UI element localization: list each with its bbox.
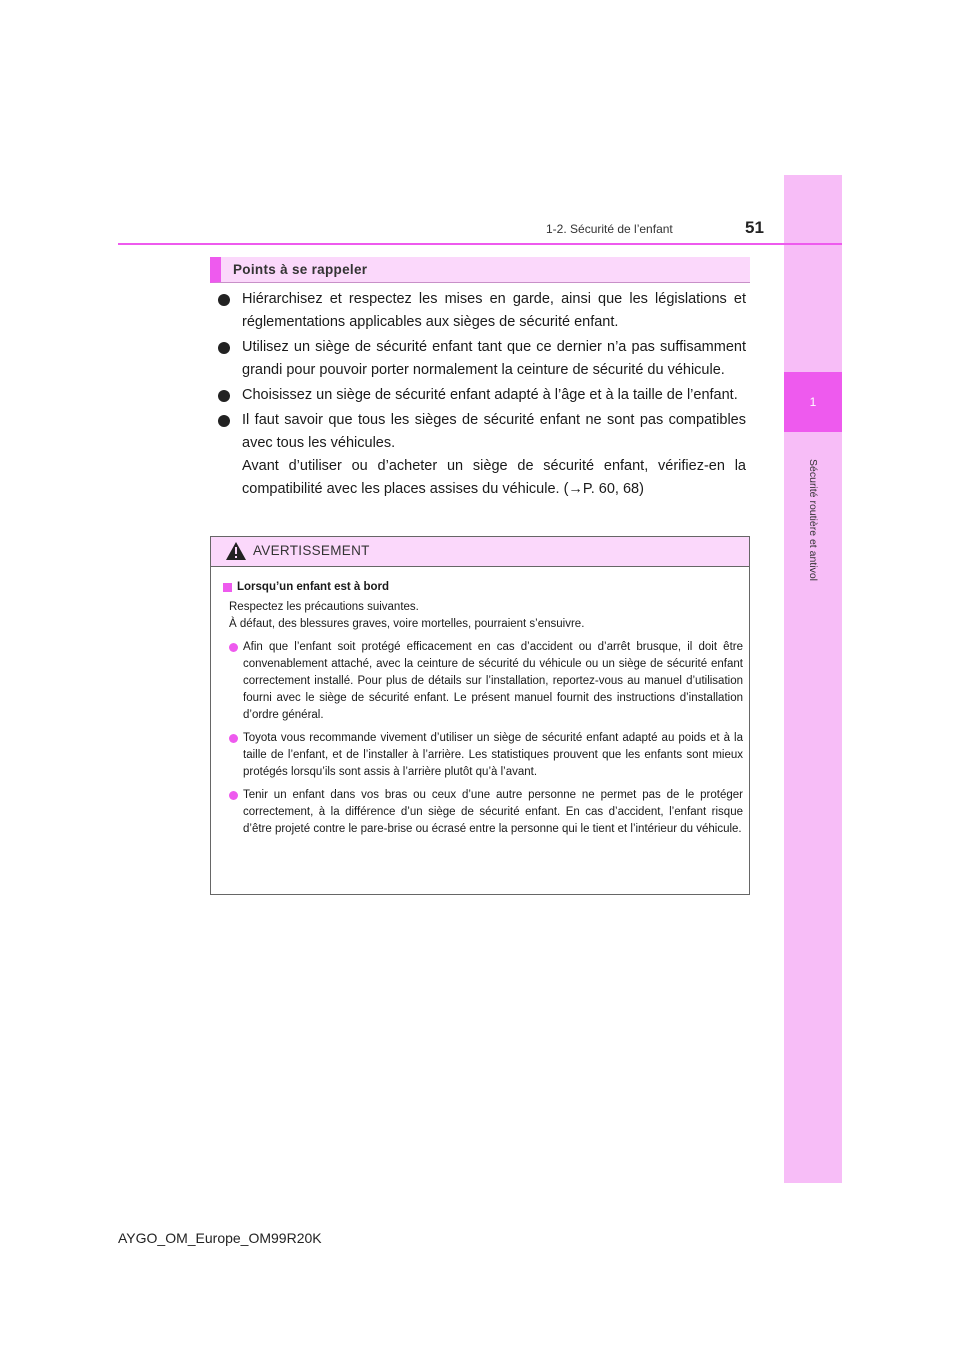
square-bullet-icon xyxy=(223,583,232,592)
list-item xyxy=(223,639,743,724)
warning-body xyxy=(223,579,743,844)
page-number: 51 xyxy=(745,218,764,237)
list-item xyxy=(223,787,743,838)
points-title: Points à se rappeler xyxy=(233,262,368,277)
subheading-text: Lorsqu’un enfant est à bord xyxy=(237,581,390,593)
chapter-title-tab xyxy=(784,440,842,600)
warning-item-text: Afin que l’enfant soit protégé efficacement en cas d’accident ou d’arrêt brusque, il doit être convenablement attaché, avec la ceinture de sécurité du véhicule ou un siège de sécurité enfant correctement installé. Pour plus de détails sur l’installation, reportez-vous au manuel d’utilisation fourni avec le siège de sécurité enfant. Le présent manuel fournit des instructions d’installation d’ordre général. xyxy=(243,641,743,721)
bullet-text: Hiérarchisez et respectez les mises en garde, ainsi que les législations et réglementations applicables aux sièges de sécurité enfant. xyxy=(242,291,746,330)
header-divider xyxy=(118,243,842,245)
intro-line: À défaut, des blessures graves, voire mortelles, pourraient s’ensuivre. xyxy=(229,618,585,630)
list-item xyxy=(223,730,743,781)
warning-triangle-icon xyxy=(225,541,247,561)
section-title: 1-2. Sécurité de l’enfant xyxy=(546,222,673,236)
warning-title: AVERTISSEMENT xyxy=(253,543,370,558)
chapter-title: Sécurité routière et antivol xyxy=(807,459,820,581)
points-list xyxy=(218,288,746,503)
bullet-text: Choisissez un siège de sécurité enfant adapté à l’âge et à la taille de l’enfant. xyxy=(242,387,738,403)
warning-list xyxy=(223,639,743,838)
bullet-icon xyxy=(218,415,230,427)
pink-bullet-icon xyxy=(229,734,238,743)
warning-intro xyxy=(223,599,743,633)
chapter-number-tab[interactable] xyxy=(784,372,842,432)
bullet-icon xyxy=(218,294,230,306)
warning-box xyxy=(210,536,750,895)
warning-item-text: Tenir un enfant dans vos bras ou ceux d’une autre personne ne permet pas de le protéger correctement, à la différence d’un siège de sécurité enfant. En cas d’accident, l’enfant risque d’être projeté contre le pare-brise ou écrasé entre la personne qui le tient et l’intérieur du véhicule. xyxy=(243,789,743,835)
list-item xyxy=(218,384,746,407)
bullet-icon xyxy=(218,342,230,354)
bullet-text: Il faut savoir que tous les sièges de sécurité enfant ne sont pas compatibles avec tous les véhicules. xyxy=(242,412,746,451)
warning-header xyxy=(211,537,749,567)
points-header-box xyxy=(210,257,750,283)
pink-bullet-icon xyxy=(229,791,238,800)
chapter-number: 1 xyxy=(809,395,817,409)
list-item xyxy=(218,288,746,334)
warning-item-text: Toyota vous recommande vivement d’utiliser un siège de sécurité enfant adapté au poids et à la taille de l’enfant, et de l’installer à l’arrière. Les statistiques prouvent que les enfants sont mieux protégés lorsqu’ils sont assis à l’arrière plutôt qu’à l’avant. xyxy=(243,732,743,778)
pink-bullet-icon xyxy=(229,643,238,652)
list-item xyxy=(218,409,746,501)
bullet-icon xyxy=(218,390,230,402)
footer-doc-code: AYGO_OM_Europe_OM99R20K xyxy=(118,1230,322,1246)
bullet-text: Utilisez un siège de sécurité enfant tant que ce dernier n’a pas suffisamment grandi pour pouvoir porter normalement la ceinture de sécurité du véhicule. xyxy=(242,339,746,378)
warning-subheading xyxy=(223,579,743,596)
side-tab xyxy=(784,175,842,1183)
list-item xyxy=(218,336,746,382)
intro-line: Respectez les précautions suivantes. xyxy=(229,601,419,613)
bullet-text-continued: Avant d’utiliser ou d’acheter un siège de sécurité enfant, vérifiez-en la compatibilité avec les places assises du véhicule. (→P. 60, 68) xyxy=(242,458,746,497)
